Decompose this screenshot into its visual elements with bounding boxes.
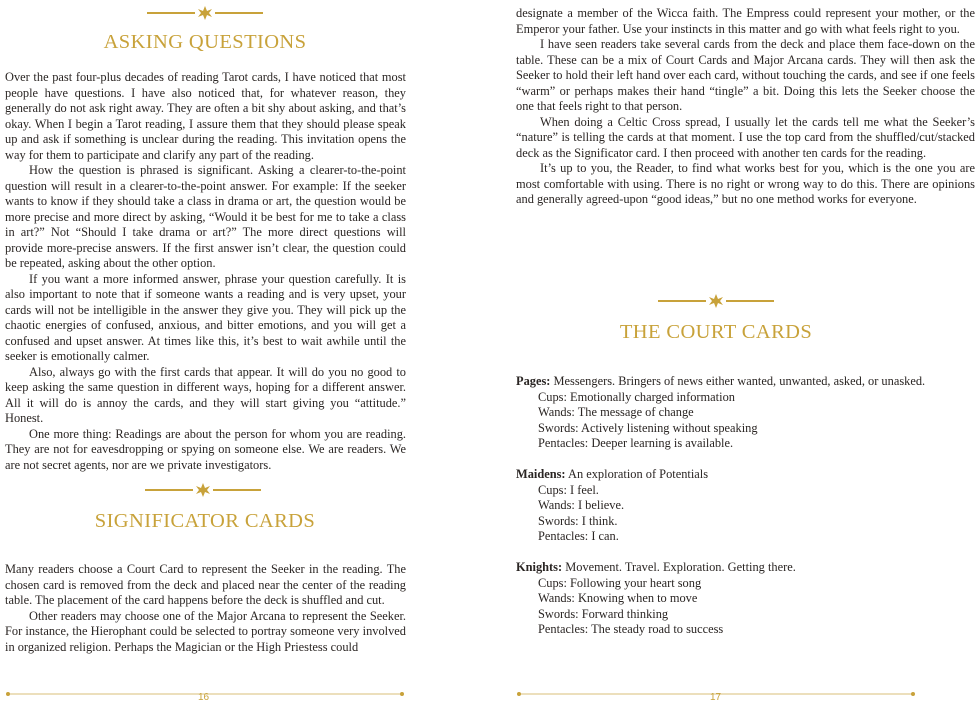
page-heading-significator-cards: SIGNIFICATOR CARDS	[94, 510, 316, 532]
group-title: Knights:	[516, 560, 563, 574]
footer-rule	[516, 684, 916, 690]
paragraph: One more thing: Readings are about the person for whom you are reading. They are not for eavesdropping or spying on someone else. We are readers. We are not secret agents, nor are we private investigators.	[5, 426, 406, 472]
suit-line: Swords: I think.	[538, 513, 618, 528]
court-group-pages	[516, 374, 975, 452]
page-heading-asking-questions: ASKING QUESTIONS	[103, 31, 307, 53]
suit-line: Wands: The message of change	[538, 405, 694, 419]
page-number: 16	[198, 692, 210, 703]
suit-line: Pentacles: The steady road to success	[538, 622, 724, 636]
group-desc: Messengers. Bringers of news either wanted, unwanted, asked, or unasked.	[550, 374, 926, 388]
paragraph: When doing a Celtic Cross spread, I usually let the cards tell me what the Seeker’s “nature” is telling the cards at that moment. I use the top card from the shuffled/cut/stacked deck as the Significator card. I then proceed with another ten cards for the reading.	[516, 114, 975, 160]
star-ornament-icon	[143, 483, 263, 497]
paragraph: If you want a more informed answer, phrase your question carefully. It is also important to note that if someone wants a reading and is very upset, your cards will not be intelligible in the answer they give you. They will pick up the chaotic energies of confused, anxious, and bitter emotions, and you will get a confused and upset answer. At times like this, it’s best to wait awhile until the seeker is emotionally calmer.	[5, 271, 406, 363]
page-number: 17	[710, 692, 722, 703]
right-page	[460, 0, 975, 709]
court-group-maidens	[516, 467, 975, 545]
paragraph: I have seen readers take several cards from the deck and place them face-down on the table. These can be a mix of Court Cards and Major Arcana cards. They will then ask the Seeker to hold their left hand over each card, without touching the cards, and see if one feels “warm” or perhaps makes their hand “tingle” a bit. Doing this lets the Seeker choose the one that feels right to that person.	[516, 37, 975, 113]
suit-line: Swords: Forward thinking	[538, 606, 669, 621]
paragraph: It’s up to you, the Reader, to find what works best for you, which is the one you are most comfortable with using. There is no right or wrong way to do this. There are opinions and generally agreed-upon “good ideas,” but no one method works for everyone.	[516, 161, 975, 206]
asking-questions-body	[5, 70, 406, 473]
suit-line: Cups: Emotionally charged information	[538, 389, 735, 404]
significator-continued-body	[516, 6, 975, 208]
paragraph: Over the past four-plus decades of reading Tarot cards, I have noticed that most people have questions. I have also noticed that, for whatever reason, they generally do not ask right away. They are often a bit shy about asking, and that’s okay. When I begin a Tarot reading, I assure them that they should please speak up and ask if something is unclear during the reading. This invitation opens the way for them to participate and clarify any part of the reading.	[5, 70, 406, 162]
group-title: Pages:	[516, 374, 551, 388]
suit-line: Wands: Knowing when to move	[538, 591, 698, 605]
group-line	[516, 467, 975, 483]
suit-line: Cups: Following your heart song	[538, 575, 702, 590]
footer-rule	[5, 684, 405, 690]
court-cards-list	[516, 374, 975, 638]
paragraph: Many readers choose a Court Card to represent the Seeker in the reading. The chosen card is removed from the deck and placed near the center of the reading table. The placement of the card happens before the deck is shuffled and cut.	[5, 562, 406, 607]
suit-line: Swords: Actively listening without speaking	[538, 420, 758, 435]
group-desc: Movement. Travel. Exploration. Getting there.	[562, 560, 796, 574]
page-heading-court-cards: THE COURT CARDS	[619, 321, 813, 343]
group-title: Maidens:	[516, 467, 566, 481]
suit-line: Pentacles: Deeper learning is available.	[538, 436, 734, 450]
star-ornament-icon	[656, 294, 776, 308]
suit-line: Cups: I feel.	[538, 482, 599, 497]
star-ornament-icon	[145, 6, 265, 20]
court-group-knights	[516, 560, 975, 638]
suit-line: Wands: I believe.	[538, 498, 625, 512]
significator-body	[5, 562, 406, 655]
paragraph: Also, always go with the first cards that appear. It will do you no good to keep asking the same question in different ways, hoping for a different answer. All it will do is annoy the cards, and they will start giving you “attitude.” Honest.	[5, 364, 406, 425]
group-line	[516, 374, 975, 390]
paragraph: designate a member of the Wicca faith. The Empress could represent your mother, or the Emperor your father. Use your instincts in this matter and go with what feels right to you.	[516, 6, 975, 36]
paragraph: How the question is phrased is significant. Asking a clearer-to-the-point question will result in a clearer-to-the-point answer. For example: If the seeker wants to know if they should take a class in drama or art, the question would be more precise and more direct by asking, “Would it be best for me to take a class in art?” Not “Should I take drama or art?” The more direct questions will provide more-precise answers. If the first answer isn’t clear, the question could be repeated, asking about the other option.	[5, 163, 406, 270]
suit-line: Pentacles: I can.	[538, 529, 619, 543]
group-desc: An exploration of Potentials	[565, 467, 709, 481]
group-line	[516, 560, 975, 576]
left-page	[0, 0, 460, 709]
paragraph: Other readers may choose one of the Major Arcana to represent the Seeker. For instance, the Hierophant could be selected to portray someone very involved in organized religion. Perhaps the Magician or the High Priestess could	[5, 608, 406, 654]
